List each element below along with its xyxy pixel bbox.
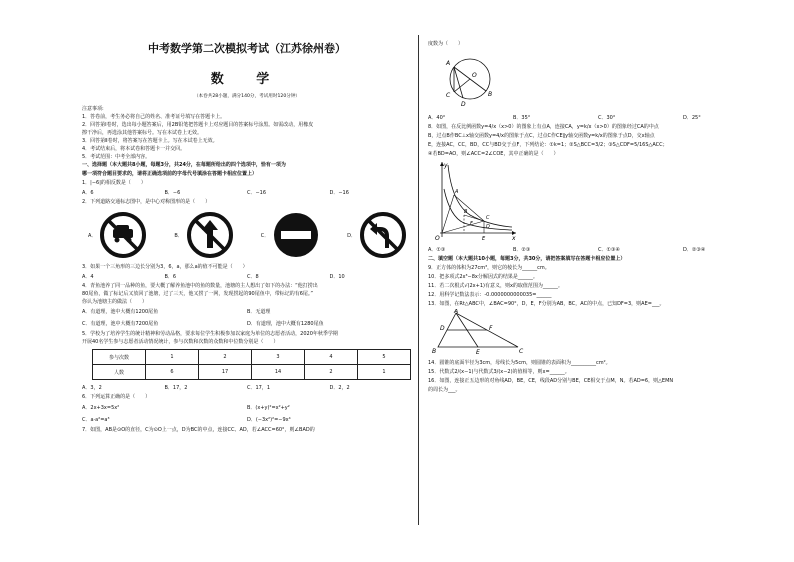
option: D．2，2 [329, 385, 350, 391]
option: D．25° [683, 115, 701, 121]
q15-stem: 15．代数式2/(x−1)与代数式3/(x−2)的值相等，则x=______。 [428, 369, 570, 375]
option: B．无道理 [247, 309, 271, 315]
sign-option-b [174, 212, 232, 258]
q13-stem: 13．如图，在Rt△ABC中，∠BAC=90°，D，E，F分别为AB，BC，AC的中点，已知DF=3，则AE=___。 [428, 301, 665, 307]
point-label: C [446, 92, 451, 99]
table-cell: 2 [199, 350, 252, 365]
option: D．(−3x²)²=−9x⁴ [247, 417, 291, 423]
column-divider [418, 35, 419, 525]
subject-heading: 数 学 [210, 72, 284, 87]
q10-stem: 10．把多项式2x³−8x分解因式的结果是______。 [428, 274, 538, 280]
point-label: D [440, 325, 445, 332]
option: A．6 [82, 190, 94, 196]
option: A．3，2 [82, 385, 102, 391]
option: C．有道理，池中大概有7200尾鱼 [82, 321, 159, 327]
option: B．(x+y)²=x²+y² [247, 405, 290, 411]
option: B．35° [513, 115, 531, 121]
q6-options [82, 414, 412, 426]
sign-option-c [261, 212, 320, 258]
section2-heading: 二、填空题（本大题共10小题，每题3分，共30分，请把答案填写在答题卡相应位置上） [428, 256, 626, 262]
table-cell: 1 [358, 365, 411, 380]
point-label: E [476, 349, 480, 355]
q7-continuation: 度数为（ ） [428, 41, 464, 47]
point-label: O [472, 72, 477, 79]
point-label: D [461, 101, 466, 108]
q9-stem: 9．正方体的体积为27cm³，则它的棱长为______cm。 [428, 265, 550, 271]
q13-triangle-figure [432, 309, 528, 355]
q11-stem: 11．若二次根式√(2x+1)有意义，则x的取值范围为______。 [428, 283, 563, 289]
q4-options [82, 306, 412, 318]
option: A．2x+3x=5x² [82, 405, 120, 411]
option: C．8 [247, 274, 259, 280]
q2-signs [82, 209, 412, 261]
option: D．有道理，池中大概有1280尾鱼 [247, 321, 324, 327]
option-label: D． [347, 232, 356, 239]
axis-label: y [444, 162, 448, 169]
q6-options [82, 402, 412, 414]
point-label: O [435, 235, 440, 241]
q3-stem: 3．如果一个三角形的三边长分别为3，6，a，那么a的值不可能是（ ） [82, 264, 248, 270]
note-item: 1．答卷前，考生务必将自己的姓名、准考证号填写在答题卡上。 [82, 114, 226, 120]
note-item: 5．考试范围：中考全部内容。 [82, 154, 151, 160]
q8-function-graph [430, 159, 520, 241]
table-row [93, 350, 411, 365]
point-label: E [482, 236, 486, 241]
q16-line: 16．如图，连接正五边形的对角线AD，BE，CE，线段AD分别与BE，CE相交于点M，N。若AD=6，则△EMN [428, 378, 674, 384]
no-left-turn-sign-icon [360, 212, 406, 258]
table-row [93, 365, 411, 380]
no-straight-sign-icon [187, 212, 233, 258]
option: D．−16 [329, 190, 349, 196]
option: C．30° [598, 115, 616, 121]
note-item: 擦干净后，再选涂其他答案标号。写在本试卷上无效。 [82, 130, 203, 136]
note-item: 3．回答第Ⅱ卷时，将答案写在答题卡上。写在本试卷上无效。 [82, 138, 218, 144]
point-label: B [488, 91, 493, 98]
q6-stem: 6．下列运算正确的是（ ） [82, 394, 151, 400]
sign-option-d [347, 212, 406, 258]
option: C．17，1 [247, 385, 271, 391]
no-entry-sign-icon [273, 212, 319, 258]
note-item: 2．回答第Ⅰ卷时，选出每小题答案后，用2B铅笔把答题卡上对应题目的答案标号涂黑。如需改动，用橡皮 [82, 122, 314, 128]
option: D．10 [329, 274, 345, 280]
right-column [428, 40, 768, 395]
table-cell: 4 [305, 350, 358, 365]
q4-options [82, 318, 412, 330]
option: B．−6 [164, 190, 181, 196]
q5-line: 5．学校为了培养学生的统计精神和劳动品格，要求每位学生积极参加以家庭为单位的志愿者活动，2020年秋季学期 [82, 331, 338, 337]
point-label: F [489, 325, 493, 332]
option: D．②③④ [683, 247, 706, 253]
option-label: B． [174, 232, 183, 239]
q12-stem: 12．用科学记数法表示：-0.0000000000035=______ [428, 292, 552, 298]
q4-line: 4．青鱼池养了同一品种的鱼，要大概了解养鱼池中的鱼的数量，池塘的主人想出了如下的办法：“他打捞出 [82, 283, 318, 289]
q5-options [82, 383, 412, 393]
option: A．有道理，池中大概有1200尾鱼 [82, 309, 159, 315]
q7-circle-figure [432, 49, 512, 109]
left-column [82, 40, 412, 435]
table-cell: 参与次数 [93, 350, 146, 365]
point-label: B [432, 348, 437, 355]
option: C．−16 [247, 190, 267, 196]
option: A．①③ [428, 247, 446, 253]
point-label: F [470, 221, 473, 227]
point-label: A [446, 60, 451, 67]
option: B．②③ [513, 247, 531, 253]
q8-line: 8．如图，在反比例函数y=4/x（x>0）的图象上有点A，连接CA，y=k/x（x>0）的图象经过CA的中点 [428, 124, 659, 130]
table-cell: 6 [146, 365, 199, 380]
option: B．17，2 [164, 385, 188, 391]
q4-line: 80尾鱼，做了标记后又放回了池塘，过了三天，他又捞了一网，发现捞起的90尾鱼中，带标记的有6尾。” [82, 291, 314, 297]
q8-options [428, 245, 768, 255]
section1-heading-cont: 哪一项符合题目要求的，请将正确选项前的字母代号填涂在答题卡相应位置上） [82, 171, 258, 177]
option-label: A． [88, 232, 97, 239]
table-cell: 14 [252, 365, 305, 380]
option: C．①③④ [598, 247, 620, 253]
table-cell: 2 [305, 365, 358, 380]
option: C．a·a²=a³ [82, 417, 110, 423]
notes-heading: 注意事项: [82, 106, 104, 112]
q4-line: 你认为池塘主的做法（ ） [82, 299, 148, 305]
q14-stem: 14．圆锥的底面半径为3cm，母线长为5cm，则圆锥的表面积为__________cm²。 [428, 360, 611, 366]
q16-line: 的周长为___。 [428, 387, 461, 393]
point-label: C [486, 215, 490, 221]
table-cell: 1 [146, 350, 199, 365]
option: B．6 [164, 274, 177, 280]
option: A．40° [428, 115, 446, 121]
q5-line: 开展40名学生参与志愿者活动情况统计，参与次数和次数的众数和中位数分别是（ ） [82, 339, 279, 345]
point-label: A [454, 309, 459, 315]
q1-stem: 1．|−6|的相反数是（ ） [82, 180, 146, 186]
q8-line: E，连接AC，CC，BD，CC与BD交于点F，下列结论：①k=1；②S△BCC=3/2；③S△CDF=5/16S△ACC； [428, 142, 668, 148]
page-title: 中考数学第二次模拟考试（江苏徐州卷） [148, 42, 346, 55]
table-cell: 人数 [93, 365, 146, 380]
table-cell: 3 [252, 350, 305, 365]
exam-note: （本卷共28小题，满分140分，考试用时120分钟） [193, 94, 301, 99]
q8-line: B，过点B作BC⊥x轴交函数y=4/x的图象于点C，过点C作CE∥y轴交函数y=k/x的图象于点D，交x轴点 [428, 133, 655, 139]
table-cell: 5 [358, 350, 411, 365]
point-label: C [519, 348, 524, 355]
q8-line: ④若BD=AO，则∠ACC=2∠COE，其中正确的是（ ） [428, 151, 559, 157]
no-car-sign-icon [100, 212, 146, 258]
option-label: C． [260, 232, 270, 239]
note-item: 4．考试结束后，将本试卷和答题卡一并交回。 [82, 146, 186, 152]
table-cell: 17 [199, 365, 252, 380]
point-label: A [455, 189, 459, 195]
q2-stem: 2．下列道路交通标志图中，是中心对称图形的是（ ） [82, 199, 211, 205]
axis-label: x [512, 235, 516, 241]
q3-options [82, 272, 412, 282]
section1-heading: 一、选择题（本大题共8小题，每题3分，共24分，在每题所给出的四个选项中，恰有一项为 [82, 162, 286, 168]
q7-options [428, 113, 768, 123]
point-label: D [486, 224, 490, 230]
option: A．4 [82, 274, 94, 280]
q7-stem: 7．如图，AB是⊙O的直径，C为⊙O上一点，D为BC的中点，连接CC、AD，若∠ACC=60°，则∠BAD的 [82, 427, 315, 433]
q1-options [82, 188, 412, 198]
q5-table [92, 349, 411, 380]
point-label: B [464, 209, 468, 215]
sign-option-a [88, 212, 146, 258]
